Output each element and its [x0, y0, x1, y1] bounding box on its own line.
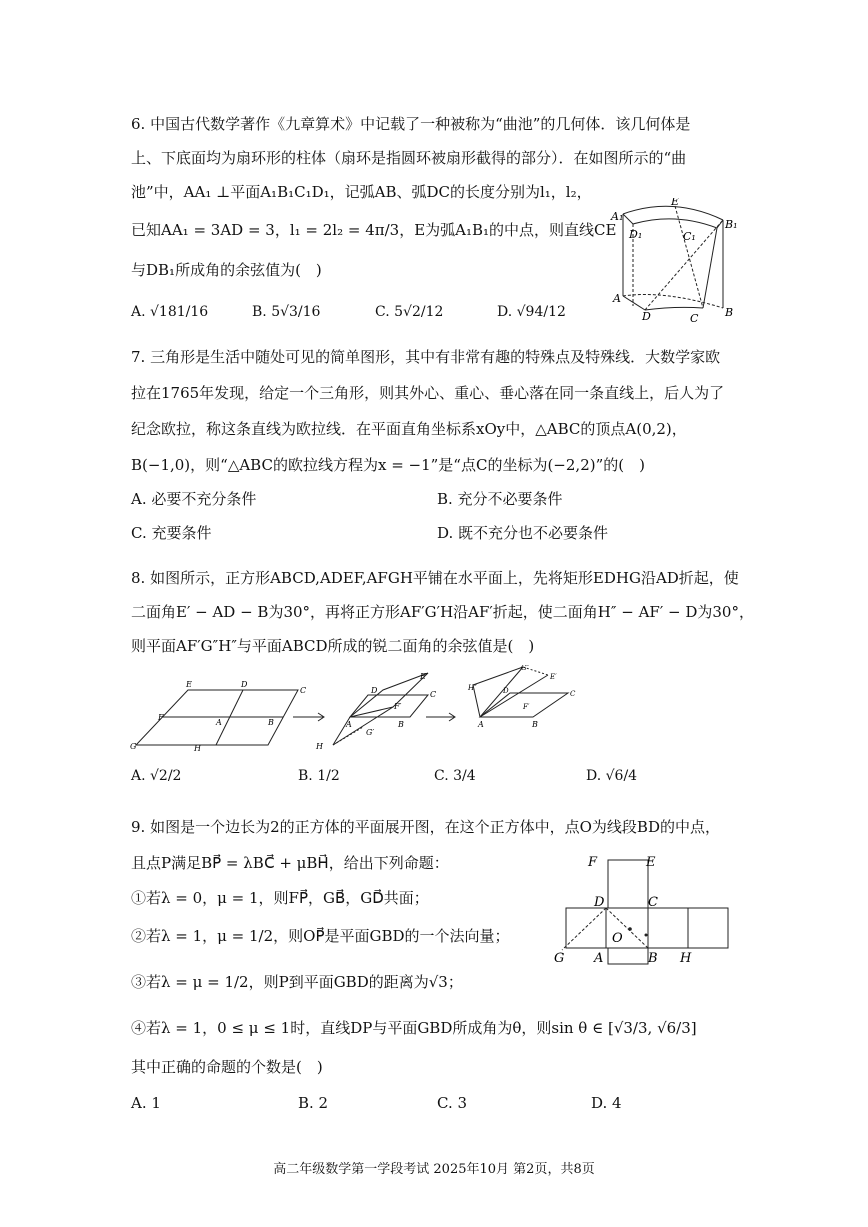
fig1-label-E: E: [186, 680, 192, 689]
cube-net-figure: [550, 852, 735, 967]
fig3-label-G: G″: [521, 665, 530, 672]
q8-line-2: 二面角E′ − AD − B为30°，再将正方形AF′G′H沿AF′折起，使二面角H″ − AF′ − D为30°，: [131, 603, 754, 621]
q9-option-a: A. 1: [131, 1094, 161, 1112]
q6-option-c: C. 5√2/12: [375, 304, 444, 320]
qu-chi-figure: [605, 198, 745, 323]
q6-line-1: 6. 中国古代数学著作《九章算术》中记载了一种被称为“曲池”的几何体．该几何体是: [131, 115, 691, 133]
net-label-H: H: [680, 951, 692, 966]
fig2-label-C: C: [430, 690, 437, 699]
net-label-F: F: [588, 855, 598, 870]
q8-option-b: B. 1/2: [298, 768, 340, 784]
q6-option-b: B. 5√3/16: [252, 304, 321, 320]
net-label-G: G: [554, 951, 565, 966]
net-label-E: E: [646, 855, 656, 870]
q6-option-d: D. √94/12: [497, 304, 566, 320]
q7-option-c: C. 充要条件: [131, 524, 212, 542]
fig3-label-D: D: [503, 687, 509, 695]
fig1-label-H: H: [194, 744, 201, 753]
fig-label-C: C: [690, 312, 699, 323]
fig-label-E: E: [671, 198, 680, 208]
fig2-label-H: H: [316, 742, 323, 751]
fig-label-A1: A₁: [611, 210, 624, 223]
fig1-label-A: A: [216, 718, 222, 727]
fig2-label-A: A: [346, 720, 352, 729]
q8-option-a: A. √2/2: [131, 768, 182, 784]
q7-line-3: 纪念欧拉，称这条直线为欧拉线．在平面直角坐标系xOy中，△ABC的顶点A(0,2)，: [131, 420, 687, 438]
q7-option-a: A. 必要不充分条件: [131, 490, 257, 508]
fig3-label-E: E′: [550, 673, 557, 681]
q7-line-2: 拉在1765年发现，给定一个三角形，则其外心、重心、垂心落在同一条直线上，后人为了: [131, 384, 725, 402]
page-footer: 高二年级数学第一学段考试 2025年10月 第2页，共8页: [273, 1162, 595, 1177]
q7-line-1: 7. 三角形是生活中随处可见的简单图形，其中有非常有趣的特殊点及特殊线．大数学家欧: [131, 348, 721, 366]
fig3-label-F: F′: [523, 703, 530, 711]
q6-line-4: 已知AA₁ = 3AD = 3，l₁ = 2l₂ = 4π/3，E为弧A₁B₁的中点，则直线CE: [131, 221, 617, 239]
fig-label-D: D: [642, 310, 651, 323]
fig-label-D1: D₁: [629, 228, 643, 241]
q9-option-c: C. 3: [437, 1094, 468, 1112]
fig2-label-E: E′: [420, 672, 428, 681]
net-label-D: D: [594, 895, 605, 910]
fig1-label-F: F: [158, 713, 164, 722]
q6-line-3: 池”中，AA₁ ⊥平面A₁B₁C₁D₁，记弧AB、弧DC的长度分别为l₁，l₂，: [131, 183, 592, 201]
fig3-label-A: A: [478, 720, 484, 729]
q9-question: 其中正确的命题的个数是( ): [131, 1058, 323, 1076]
q9-statement-3: ③若λ = μ = 1/2，则P到平面GBD的距离为√3；: [131, 973, 463, 991]
q8-line-1: 8. 如图所示，正方形ABCD,ADEF,AFGH平铺在水平面上，先将矩形EDHG沿AD折起，使: [131, 569, 739, 587]
fig2-label-B: B: [398, 720, 404, 729]
q9-line-2: 且点P满足BP⃗ = λBC⃗ + μBH⃗，给出下列命题：: [131, 854, 449, 872]
net-label-O: O: [612, 931, 623, 946]
fig-label-B1: B₁: [725, 218, 738, 231]
q9-statement-4: ④若λ = 1，0 ≤ μ ≤ 1时，直线DP与平面GBD所成角为θ，则sin θ ∈ [√3/3, √6/3]: [131, 1019, 697, 1037]
fig2-label-G: G′: [366, 728, 375, 737]
fig-label-B: B: [725, 306, 734, 319]
q7-option-d: D. 既不充分也不必要条件: [437, 524, 609, 542]
fig1-label-C: C: [300, 686, 307, 695]
fig-label-A: A: [613, 292, 621, 305]
q7-option-b: B. 充分不必要条件: [437, 490, 563, 508]
q9-option-b: B. 2: [298, 1094, 329, 1112]
fig1-label-D: D: [241, 680, 248, 689]
q9-statement-1: ①若λ = 0，μ = 1，则FP⃗，GB⃗，GD⃗共面；: [131, 889, 429, 907]
net-label-C: C: [648, 895, 658, 910]
fig1-label-G: G: [130, 742, 137, 751]
q6-line-5: 与DB₁所成角的余弦值为( ): [131, 261, 322, 279]
fig3-label-B: B: [532, 720, 538, 729]
fig1-label-B: B: [268, 718, 274, 727]
q8-line-3: 则平面AF′G″H″与平面ABCD所成的锐二面角的余弦值是( ): [131, 637, 535, 655]
fig3-label-H: H″: [468, 684, 477, 692]
fig-label-C1: C₁: [683, 230, 696, 243]
net-label-B: B: [648, 951, 658, 966]
q9-statement-2: ②若λ = 1，μ = 1/2，则OP⃗是平面GBD的一个法向量；: [131, 927, 510, 945]
fig3-label-C: C: [570, 690, 576, 698]
q6-line-2: 上、下底面均为扇环形的柱体（扇环是指圆环被扇形截得的部分）．在如图所示的“曲: [131, 149, 687, 167]
q8-option-d: D. √6/4: [586, 768, 638, 784]
folding-figure: [128, 665, 588, 757]
q7-line-4: B(−1,0)，则“△ABC的欧拉线方程为x = −1”是“点C的坐标为(−2,2)”的( ): [131, 456, 645, 474]
q8-option-c: C. 3/4: [434, 768, 476, 784]
fig2-label-F: F′: [394, 702, 402, 711]
q9-line-1: 9. 如图是一个边长为2的正方体的平面展开图，在这个正方体中，点O为线段BD的中点，: [131, 818, 720, 836]
fig2-label-D: D: [371, 686, 378, 695]
net-label-A: A: [594, 951, 604, 966]
q9-option-d: D. 4: [591, 1094, 622, 1112]
q6-option-a: A. √181/16: [131, 304, 209, 320]
